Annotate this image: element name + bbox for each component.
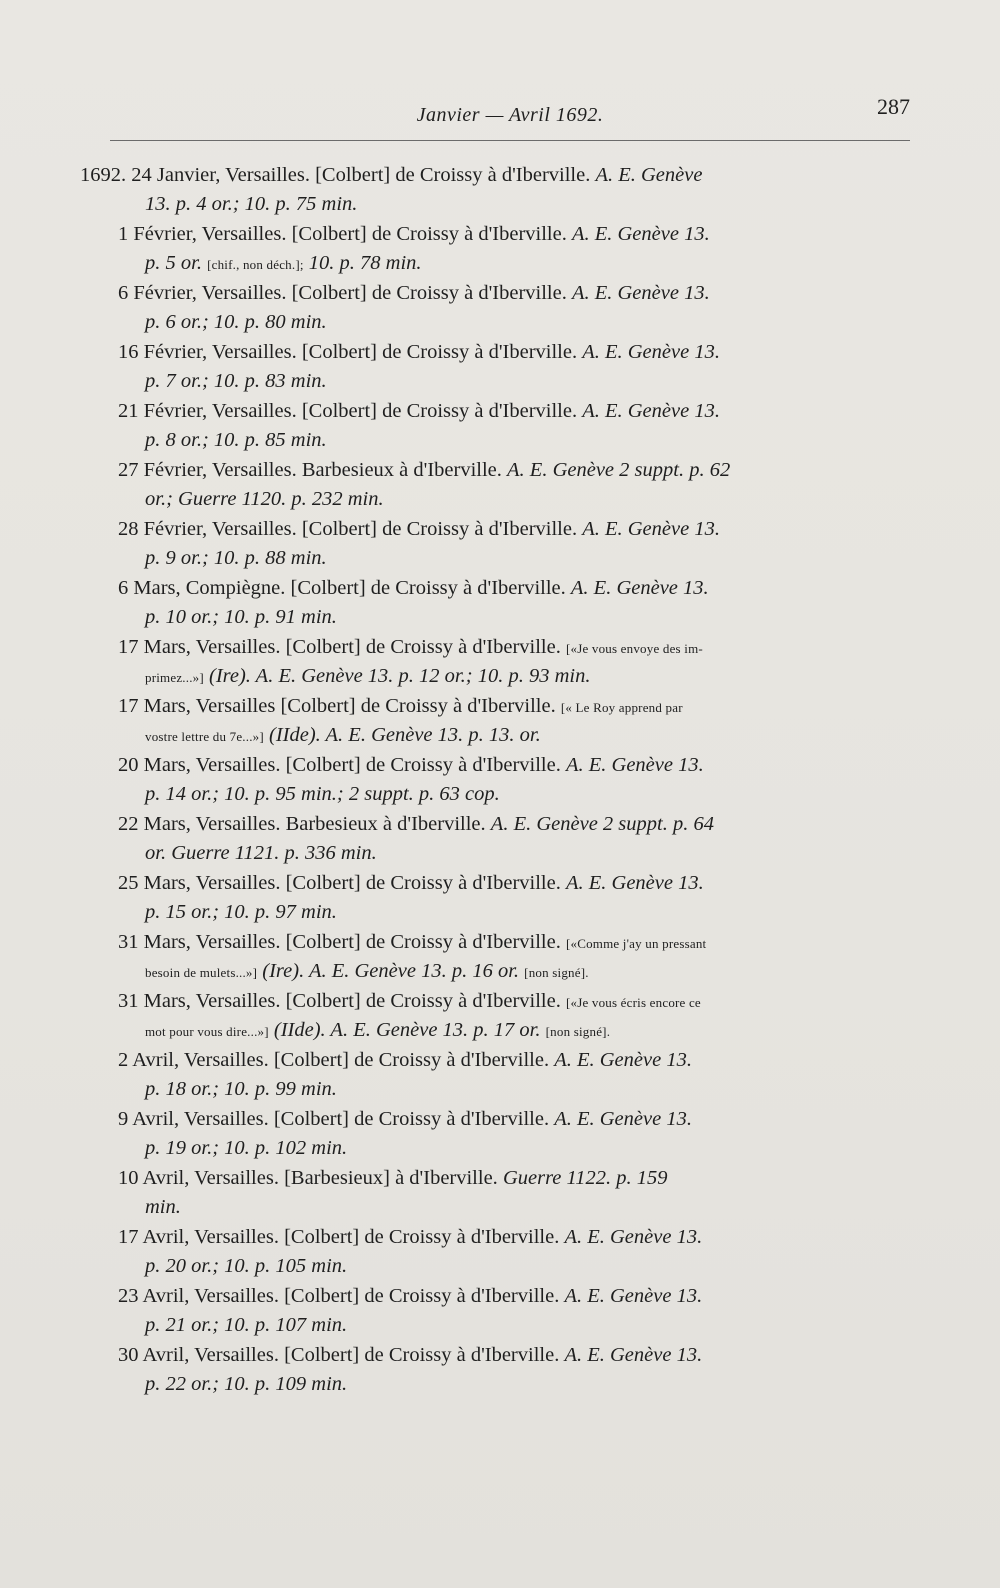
entry-continuation: p. 18 or.; 10. p. 99 min. xyxy=(145,1078,337,1100)
entry-continuation: min. xyxy=(145,1196,181,1218)
entry-line-1 xyxy=(60,337,920,367)
entry-list xyxy=(60,160,920,1399)
entry-line-1 xyxy=(60,573,920,603)
entry-continuation: or. Guerre 1121. p. 336 min. xyxy=(145,842,377,864)
entry-line-2 xyxy=(60,603,920,632)
entry-continuation: p. 20 or.; 10. p. 105 min. xyxy=(145,1255,348,1277)
entry-line-2 xyxy=(60,485,920,514)
running-header xyxy=(110,90,910,140)
entry-line-1 xyxy=(60,927,920,957)
entry-heading: 21 Février, Versailles. [Colbert] de Croissy à d'Iberville. xyxy=(118,400,578,422)
entry xyxy=(60,927,920,986)
entry-line-1 xyxy=(60,1163,920,1193)
entry xyxy=(60,278,920,337)
entry xyxy=(60,809,920,868)
entry-line-1 xyxy=(60,514,920,544)
entry-reference: A. E. Genève 13. xyxy=(564,1344,703,1366)
entry-continuation: p. 6 or.; 10. p. 80 min. xyxy=(145,311,327,333)
entry-line-1 xyxy=(60,396,920,426)
entry-heading: 22 Mars, Versailles. Barbesieux à d'Iberville. xyxy=(118,813,486,835)
entry-line-2 xyxy=(60,662,920,691)
entry-heading: 9 Avril, Versailles. [Colbert] de Croissy à d'Iberville. xyxy=(118,1108,550,1130)
entry xyxy=(60,396,920,455)
entry-reference: A. E. Genève 13. xyxy=(554,1049,692,1071)
entry xyxy=(60,514,920,573)
entry xyxy=(60,160,920,219)
entry-heading: 1692. 24 Janvier, Versailles. [Colbert] de Croissy à d'Iberville. xyxy=(80,164,591,186)
entry-continuation: (IIde). A. E. Genève 13. p. 13. or. xyxy=(269,724,541,746)
entry-continuation: (IIde). A. E. Genève 13. p. 17 or. xyxy=(273,1019,541,1041)
entry-reference: A. E. Genève 13. xyxy=(565,872,704,894)
entry-note: [non signé]. xyxy=(545,1024,611,1039)
entry-heading: 30 Avril, Versailles. [Colbert] de Croissy à d'Iberville. xyxy=(118,1344,560,1366)
entry-reference: A. E. Genève 13. xyxy=(582,400,720,422)
entry-heading: 20 Mars, Versailles. [Colbert] de Croissy à d'Iberville. xyxy=(118,754,561,776)
entry-heading: 28 Février, Versailles. [Colbert] de Croissy à d'Iberville. xyxy=(118,518,578,540)
entry xyxy=(60,455,920,514)
entry-continuation: p. 5 or. xyxy=(145,252,202,274)
entry-continuation: (Ire). A. E. Genève 13. p. 16 or. xyxy=(262,960,520,982)
entry-line-2 xyxy=(60,898,920,927)
entry-note: [non signé]. xyxy=(524,965,589,980)
entry xyxy=(60,632,920,691)
entry-line-1 xyxy=(60,750,920,780)
entry-line-1 xyxy=(60,1045,920,1075)
entry-continuation: p. 9 or.; 10. p. 88 min. xyxy=(145,547,327,569)
entry-heading: 27 Février, Versailles. Barbesieux à d'Iberville. xyxy=(118,459,502,481)
entry-reference: A. E. Genève 13. xyxy=(582,341,720,363)
entry-reference: A. E. Genève 2 suppt. p. 62 xyxy=(507,459,731,481)
entry-line-1 xyxy=(60,691,920,721)
entry-line-2 xyxy=(60,308,920,337)
entry-line-1 xyxy=(60,1281,920,1311)
entry xyxy=(60,750,920,809)
entry-line-1 xyxy=(60,809,920,839)
entry-line-2 xyxy=(60,1252,920,1281)
entry-line-1 xyxy=(60,986,920,1016)
entry-line-2 xyxy=(60,544,920,573)
entry-continuation: 10. p. 78 min. xyxy=(308,252,422,274)
entry-note: [«Comme j'ay un pressant xyxy=(565,936,707,951)
entry-reference: A. E. Genève xyxy=(595,164,703,186)
entry-line-2 xyxy=(60,190,920,219)
page-number: 287 xyxy=(877,94,910,119)
entry-line-1 xyxy=(60,160,920,190)
entry-heading: 25 Mars, Versailles. [Colbert] de Croissy à d'Iberville. xyxy=(118,872,561,894)
entry xyxy=(60,1340,920,1399)
entry-continuation: (Ire). A. E. Genève 13. p. 12 or.; 10. p. 93 min. xyxy=(209,665,591,687)
entry-reference: Guerre 1122. p. 159 xyxy=(502,1167,668,1189)
entry xyxy=(60,1104,920,1163)
entry-note: primez...»] xyxy=(145,670,204,685)
entry-continuation: 13. p. 4 or.; 10. p. 75 min. xyxy=(145,193,358,215)
entry-reference: A. E. Genève 2 suppt. p. 64 xyxy=(490,813,714,835)
entry-heading: 17 Mars, Versailles [Colbert] de Croissy à d'Iberville. xyxy=(118,695,556,717)
entry-line-2 xyxy=(60,1016,920,1045)
entry-line-1 xyxy=(60,219,920,249)
entry-heading: 10 Avril, Versailles. [Barbesieux] à d'Iberville. xyxy=(118,1167,498,1189)
entry-line-1 xyxy=(60,868,920,898)
entry-line-2 xyxy=(60,1075,920,1104)
entry-reference: A. E. Genève 13. xyxy=(564,1226,703,1248)
entry-line-2 xyxy=(60,957,920,986)
entry xyxy=(60,337,920,396)
entry-line-1 xyxy=(60,1222,920,1252)
entry-heading: 17 Avril, Versailles. [Colbert] de Croissy à d'Iberville. xyxy=(118,1226,560,1248)
entry-heading: 17 Mars, Versailles. [Colbert] de Croissy à d'Iberville. xyxy=(118,636,561,658)
entry-line-1 xyxy=(60,1104,920,1134)
entry-heading: 2 Avril, Versailles. [Colbert] de Croissy à d'Iberville. xyxy=(118,1049,550,1071)
entry-line-1 xyxy=(60,632,920,662)
entry-heading: 31 Mars, Versailles. [Colbert] de Croissy à d'Iberville. xyxy=(118,931,561,953)
entry-continuation: p. 10 or.; 10. p. 91 min. xyxy=(145,606,337,628)
entry xyxy=(60,573,920,632)
entry-line-2 xyxy=(60,249,920,278)
entry-line-1 xyxy=(60,278,920,308)
entry-heading: 23 Avril, Versailles. [Colbert] de Croissy à d'Iberville. xyxy=(118,1285,560,1307)
entry-reference: A. E. Genève 13. xyxy=(570,577,709,599)
entry-continuation: p. 8 or.; 10. p. 85 min. xyxy=(145,429,327,451)
entry-continuation: p. 22 or.; 10. p. 109 min. xyxy=(145,1373,348,1395)
entry-heading: 16 Février, Versailles. [Colbert] de Croissy à d'Iberville. xyxy=(118,341,578,363)
entry xyxy=(60,868,920,927)
entry-continuation: p. 19 or.; 10. p. 102 min. xyxy=(145,1137,348,1159)
entry-reference: A. E. Genève 13. xyxy=(564,1285,703,1307)
entry-continuation: p. 7 or.; 10. p. 83 min. xyxy=(145,370,327,392)
entry-heading: 1 Février, Versailles. [Colbert] de Croissy à d'Iberville. xyxy=(118,223,567,245)
entry-line-2 xyxy=(60,1134,920,1163)
entry-heading: 31 Mars, Versailles. [Colbert] de Croissy à d'Iberville. xyxy=(118,990,561,1012)
entry-line-2 xyxy=(60,721,920,750)
entry-note: [chif., non déch.]; xyxy=(207,257,304,272)
entry-line-1 xyxy=(60,1340,920,1370)
entry xyxy=(60,1281,920,1340)
entry xyxy=(60,219,920,278)
entry-continuation: p. 14 or.; 10. p. 95 min.; 2 suppt. p. 63 cop. xyxy=(145,783,500,805)
entry-heading: 6 Février, Versailles. [Colbert] de Croissy à d'Iberville. xyxy=(118,282,567,304)
entry-reference: A. E. Genève 13. xyxy=(565,754,704,776)
entry-line-2 xyxy=(60,1370,920,1399)
entry-reference: A. E. Genève 13. xyxy=(582,518,720,540)
entry xyxy=(60,1163,920,1222)
entry-note: [« Le Roy apprend par xyxy=(560,700,683,715)
entry-line-2 xyxy=(60,1311,920,1340)
entry xyxy=(60,986,920,1045)
entry-note: besoin de mulets...»] xyxy=(145,965,258,980)
entry-line-2 xyxy=(60,1193,920,1222)
header-rule xyxy=(110,140,910,141)
entry xyxy=(60,1045,920,1104)
entry-note: [«Je vous envoye des im- xyxy=(565,641,703,656)
entry-continuation: p. 15 or.; 10. p. 97 min. xyxy=(145,901,337,923)
entry-note: vostre lettre du 7e...»] xyxy=(145,729,264,744)
entry-line-2 xyxy=(60,426,920,455)
entry-reference: A. E. Genève 13. xyxy=(571,223,710,245)
entry xyxy=(60,691,920,750)
entry-line-2 xyxy=(60,839,920,868)
entry-note: mot pour vous dire...»] xyxy=(145,1024,269,1039)
entry-continuation: or.; Guerre 1120. p. 232 min. xyxy=(145,488,384,510)
entry-reference: A. E. Genève 13. xyxy=(571,282,710,304)
entry-heading: 6 Mars, Compiègne. [Colbert] de Croissy à d'Iberville. xyxy=(118,577,566,599)
entry-line-1 xyxy=(60,455,920,485)
entry-note: [«Je vous écris encore ce xyxy=(565,995,701,1010)
running-title: Janvier — Avril 1692. xyxy=(416,104,604,126)
entry-continuation: p. 21 or.; 10. p. 107 min. xyxy=(145,1314,348,1336)
entry-line-2 xyxy=(60,780,920,809)
entry xyxy=(60,1222,920,1281)
entry-reference: A. E. Genève 13. xyxy=(554,1108,692,1130)
entry-line-2 xyxy=(60,367,920,396)
